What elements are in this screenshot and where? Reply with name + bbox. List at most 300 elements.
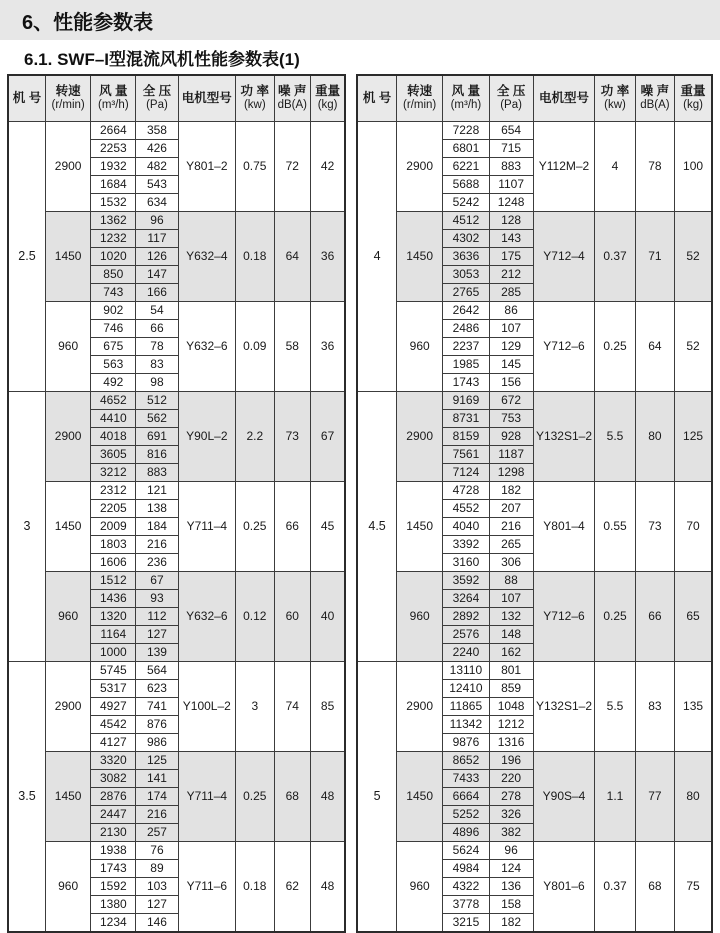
airflow-cell: 492 bbox=[91, 373, 136, 391]
airflow-cell: 3215 bbox=[443, 913, 489, 932]
speed-cell: 2900 bbox=[46, 121, 91, 211]
column-header: 机 号 bbox=[357, 75, 396, 121]
speed-cell: 960 bbox=[46, 301, 91, 391]
model-cell: 4.5 bbox=[357, 391, 396, 661]
power-cell: 3 bbox=[236, 661, 274, 751]
pressure-cell: 691 bbox=[136, 427, 178, 445]
pressure-cell: 146 bbox=[136, 913, 178, 932]
performance-table-right bbox=[356, 74, 713, 933]
noise-cell: 60 bbox=[274, 571, 311, 661]
pressure-cell: 88 bbox=[489, 571, 533, 589]
airflow-cell: 1592 bbox=[91, 877, 136, 895]
table-row bbox=[8, 751, 345, 769]
airflow-cell: 1020 bbox=[91, 247, 136, 265]
airflow-cell: 4652 bbox=[91, 391, 136, 409]
airflow-cell: 3392 bbox=[443, 535, 489, 553]
pressure-cell: 139 bbox=[136, 643, 178, 661]
pressure-cell: 426 bbox=[136, 139, 178, 157]
pressure-cell: 129 bbox=[489, 337, 533, 355]
airflow-cell: 1436 bbox=[91, 589, 136, 607]
noise-cell: 78 bbox=[635, 121, 674, 211]
noise-cell: 72 bbox=[274, 121, 311, 211]
pressure-cell: 623 bbox=[136, 679, 178, 697]
airflow-cell: 6221 bbox=[443, 157, 489, 175]
model-cell: 2.5 bbox=[8, 121, 46, 391]
airflow-cell: 1000 bbox=[91, 643, 136, 661]
model-cell: 5 bbox=[357, 661, 396, 932]
pressure-cell: 212 bbox=[489, 265, 533, 283]
pressure-cell: 543 bbox=[136, 175, 178, 193]
noise-cell: 68 bbox=[274, 751, 311, 841]
pressure-cell: 564 bbox=[136, 661, 178, 679]
pressure-cell: 928 bbox=[489, 427, 533, 445]
column-header: 电机型号 bbox=[178, 75, 236, 121]
table-row bbox=[8, 121, 345, 139]
table-row bbox=[357, 751, 712, 769]
airflow-cell: 746 bbox=[91, 319, 136, 337]
pressure-cell: 54 bbox=[136, 301, 178, 319]
speed-cell: 2900 bbox=[397, 391, 443, 481]
motor-cell: Y801–6 bbox=[533, 841, 595, 932]
pressure-cell: 278 bbox=[489, 787, 533, 805]
pressure-cell: 512 bbox=[136, 391, 178, 409]
airflow-cell: 1362 bbox=[91, 211, 136, 229]
column-header: 风 量 (m³/h) bbox=[91, 75, 136, 121]
pressure-cell: 76 bbox=[136, 841, 178, 859]
pressure-cell: 715 bbox=[489, 139, 533, 157]
airflow-cell: 2876 bbox=[91, 787, 136, 805]
airflow-cell: 11342 bbox=[443, 715, 489, 733]
speed-cell: 1450 bbox=[397, 211, 443, 301]
weight-cell: 45 bbox=[311, 481, 346, 571]
motor-cell: Y712–4 bbox=[533, 211, 595, 301]
weight-cell: 48 bbox=[311, 841, 346, 932]
weight-cell: 36 bbox=[311, 301, 346, 391]
airflow-cell: 1380 bbox=[91, 895, 136, 913]
table-row bbox=[8, 391, 345, 409]
airflow-cell: 6801 bbox=[443, 139, 489, 157]
pressure-cell: 103 bbox=[136, 877, 178, 895]
speed-cell: 2900 bbox=[397, 121, 443, 211]
airflow-cell: 4542 bbox=[91, 715, 136, 733]
airflow-cell: 5252 bbox=[443, 805, 489, 823]
noise-cell: 66 bbox=[635, 571, 674, 661]
pressure-cell: 285 bbox=[489, 283, 533, 301]
noise-cell: 80 bbox=[635, 391, 674, 481]
motor-cell: Y632–6 bbox=[178, 571, 236, 661]
airflow-cell: 4728 bbox=[443, 481, 489, 499]
airflow-cell: 2312 bbox=[91, 481, 136, 499]
airflow-cell: 1743 bbox=[443, 373, 489, 391]
motor-cell: Y711–4 bbox=[178, 481, 236, 571]
column-header: 机 号 bbox=[8, 75, 46, 121]
performance-table-left bbox=[7, 74, 346, 933]
column-header: 重量 (kg) bbox=[311, 75, 346, 121]
airflow-cell: 4512 bbox=[443, 211, 489, 229]
airflow-cell: 563 bbox=[91, 355, 136, 373]
pressure-cell: 147 bbox=[136, 265, 178, 283]
airflow-cell: 4018 bbox=[91, 427, 136, 445]
pressure-cell: 816 bbox=[136, 445, 178, 463]
pressure-cell: 216 bbox=[489, 517, 533, 535]
airflow-cell: 11865 bbox=[443, 697, 489, 715]
pressure-cell: 654 bbox=[489, 121, 533, 139]
table-row bbox=[357, 481, 712, 499]
table-row bbox=[357, 571, 712, 589]
airflow-cell: 8731 bbox=[443, 409, 489, 427]
power-cell: 5.5 bbox=[595, 661, 635, 751]
pressure-cell: 382 bbox=[489, 823, 533, 841]
pressure-cell: 98 bbox=[136, 373, 178, 391]
weight-cell: 75 bbox=[675, 841, 712, 932]
airflow-cell: 3636 bbox=[443, 247, 489, 265]
model-cell: 4 bbox=[357, 121, 396, 391]
power-cell: 0.09 bbox=[236, 301, 274, 391]
pressure-cell: 93 bbox=[136, 589, 178, 607]
noise-cell: 74 bbox=[274, 661, 311, 751]
airflow-cell: 4896 bbox=[443, 823, 489, 841]
airflow-cell: 2009 bbox=[91, 517, 136, 535]
pressure-cell: 182 bbox=[489, 913, 533, 932]
power-cell: 2.2 bbox=[236, 391, 274, 481]
noise-cell: 73 bbox=[635, 481, 674, 571]
airflow-cell: 2237 bbox=[443, 337, 489, 355]
weight-cell: 52 bbox=[675, 301, 712, 391]
weight-cell: 125 bbox=[675, 391, 712, 481]
power-cell: 0.25 bbox=[595, 301, 635, 391]
pressure-cell: 306 bbox=[489, 553, 533, 571]
airflow-cell: 3212 bbox=[91, 463, 136, 481]
airflow-cell: 3082 bbox=[91, 769, 136, 787]
airflow-cell: 4322 bbox=[443, 877, 489, 895]
pressure-cell: 741 bbox=[136, 697, 178, 715]
noise-cell: 58 bbox=[274, 301, 311, 391]
airflow-cell: 1938 bbox=[91, 841, 136, 859]
weight-cell: 67 bbox=[311, 391, 346, 481]
pressure-cell: 326 bbox=[489, 805, 533, 823]
power-cell: 0.18 bbox=[236, 211, 274, 301]
column-header: 全 压 (Pa) bbox=[136, 75, 178, 121]
pressure-cell: 182 bbox=[489, 481, 533, 499]
power-cell: 0.37 bbox=[595, 211, 635, 301]
column-header: 噪 声 dB(A) bbox=[274, 75, 311, 121]
motor-cell: Y711–6 bbox=[178, 841, 236, 932]
table-row bbox=[8, 211, 345, 229]
pressure-cell: 121 bbox=[136, 481, 178, 499]
power-cell: 0.25 bbox=[595, 571, 635, 661]
speed-cell: 960 bbox=[46, 571, 91, 661]
table-subtitle: 6.1. SWF–I型混流风机性能参数表(1) bbox=[24, 50, 300, 69]
motor-cell: Y112M–2 bbox=[533, 121, 595, 211]
airflow-cell: 7561 bbox=[443, 445, 489, 463]
pressure-cell: 175 bbox=[489, 247, 533, 265]
column-header: 功 率 (kw) bbox=[236, 75, 274, 121]
model-cell: 3 bbox=[8, 391, 46, 661]
pressure-cell: 127 bbox=[136, 625, 178, 643]
pressure-cell: 562 bbox=[136, 409, 178, 427]
airflow-cell: 2447 bbox=[91, 805, 136, 823]
weight-cell: 70 bbox=[675, 481, 712, 571]
pressure-cell: 1187 bbox=[489, 445, 533, 463]
airflow-cell: 4127 bbox=[91, 733, 136, 751]
power-cell: 0.25 bbox=[236, 481, 274, 571]
airflow-cell: 1234 bbox=[91, 913, 136, 932]
pressure-cell: 107 bbox=[489, 589, 533, 607]
motor-cell: Y801–2 bbox=[178, 121, 236, 211]
pressure-cell: 358 bbox=[136, 121, 178, 139]
motor-cell: Y132S1–2 bbox=[533, 661, 595, 751]
airflow-cell: 2130 bbox=[91, 823, 136, 841]
speed-cell: 960 bbox=[397, 571, 443, 661]
airflow-cell: 2486 bbox=[443, 319, 489, 337]
pressure-cell: 753 bbox=[489, 409, 533, 427]
airflow-cell: 1684 bbox=[91, 175, 136, 193]
table-row bbox=[357, 301, 712, 319]
airflow-cell: 2576 bbox=[443, 625, 489, 643]
motor-cell: Y632–4 bbox=[178, 211, 236, 301]
pressure-cell: 883 bbox=[489, 157, 533, 175]
motor-cell: Y90S–4 bbox=[533, 751, 595, 841]
pressure-cell: 67 bbox=[136, 571, 178, 589]
pressure-cell: 220 bbox=[489, 769, 533, 787]
pressure-cell: 1107 bbox=[489, 175, 533, 193]
speed-cell: 960 bbox=[397, 301, 443, 391]
pressure-cell: 145 bbox=[489, 355, 533, 373]
speed-cell: 1450 bbox=[46, 481, 91, 571]
pressure-cell: 86 bbox=[489, 301, 533, 319]
airflow-cell: 13110 bbox=[443, 661, 489, 679]
motor-cell: Y632–6 bbox=[178, 301, 236, 391]
column-header: 重量 (kg) bbox=[675, 75, 712, 121]
airflow-cell: 7124 bbox=[443, 463, 489, 481]
table-row bbox=[8, 841, 345, 859]
pressure-cell: 236 bbox=[136, 553, 178, 571]
speed-cell: 1450 bbox=[46, 211, 91, 301]
pressure-cell: 156 bbox=[489, 373, 533, 391]
column-header: 转速 (r/min) bbox=[46, 75, 91, 121]
pressure-cell: 1316 bbox=[489, 733, 533, 751]
airflow-cell: 5624 bbox=[443, 841, 489, 859]
airflow-cell: 3320 bbox=[91, 751, 136, 769]
motor-cell: Y801–4 bbox=[533, 481, 595, 571]
table-row bbox=[357, 391, 712, 409]
table-row bbox=[357, 211, 712, 229]
motor-cell: Y100L–2 bbox=[178, 661, 236, 751]
power-cell: 0.18 bbox=[236, 841, 274, 932]
airflow-cell: 1803 bbox=[91, 535, 136, 553]
pressure-cell: 482 bbox=[136, 157, 178, 175]
pressure-cell: 124 bbox=[489, 859, 533, 877]
airflow-cell: 1320 bbox=[91, 607, 136, 625]
airflow-cell: 9169 bbox=[443, 391, 489, 409]
pressure-cell: 207 bbox=[489, 499, 533, 517]
table-row bbox=[357, 121, 712, 139]
column-header: 功 率 (kw) bbox=[595, 75, 635, 121]
pressure-cell: 634 bbox=[136, 193, 178, 211]
pressure-cell: 138 bbox=[136, 499, 178, 517]
pressure-cell: 986 bbox=[136, 733, 178, 751]
airflow-cell: 3778 bbox=[443, 895, 489, 913]
weight-cell: 100 bbox=[675, 121, 712, 211]
motor-cell: Y132S1–2 bbox=[533, 391, 595, 481]
power-cell: 0.12 bbox=[236, 571, 274, 661]
speed-cell: 1450 bbox=[397, 751, 443, 841]
power-cell: 4 bbox=[595, 121, 635, 211]
airflow-cell: 3160 bbox=[443, 553, 489, 571]
motor-cell: Y712–6 bbox=[533, 571, 595, 661]
airflow-cell: 743 bbox=[91, 283, 136, 301]
airflow-cell: 5317 bbox=[91, 679, 136, 697]
weight-cell: 36 bbox=[311, 211, 346, 301]
pressure-cell: 66 bbox=[136, 319, 178, 337]
pressure-cell: 89 bbox=[136, 859, 178, 877]
motor-cell: Y90L–2 bbox=[178, 391, 236, 481]
airflow-cell: 1743 bbox=[91, 859, 136, 877]
pressure-cell: 83 bbox=[136, 355, 178, 373]
pressure-cell: 166 bbox=[136, 283, 178, 301]
airflow-cell: 5688 bbox=[443, 175, 489, 193]
pressure-cell: 883 bbox=[136, 463, 178, 481]
motor-cell: Y712–6 bbox=[533, 301, 595, 391]
weight-cell: 42 bbox=[311, 121, 346, 211]
pressure-cell: 174 bbox=[136, 787, 178, 805]
airflow-cell: 1932 bbox=[91, 157, 136, 175]
noise-cell: 68 bbox=[635, 841, 674, 932]
noise-cell: 66 bbox=[274, 481, 311, 571]
airflow-cell: 4040 bbox=[443, 517, 489, 535]
pressure-cell: 132 bbox=[489, 607, 533, 625]
pressure-cell: 148 bbox=[489, 625, 533, 643]
table-row bbox=[8, 661, 345, 679]
pressure-cell: 117 bbox=[136, 229, 178, 247]
airflow-cell: 1512 bbox=[91, 571, 136, 589]
noise-cell: 73 bbox=[274, 391, 311, 481]
airflow-cell: 2892 bbox=[443, 607, 489, 625]
model-cell: 3.5 bbox=[8, 661, 46, 932]
airflow-cell: 1985 bbox=[443, 355, 489, 373]
pressure-cell: 859 bbox=[489, 679, 533, 697]
power-cell: 0.55 bbox=[595, 481, 635, 571]
power-cell: 1.1 bbox=[595, 751, 635, 841]
pressure-cell: 216 bbox=[136, 535, 178, 553]
airflow-cell: 2253 bbox=[91, 139, 136, 157]
pressure-cell: 1212 bbox=[489, 715, 533, 733]
table-row bbox=[8, 481, 345, 499]
airflow-cell: 5745 bbox=[91, 661, 136, 679]
airflow-cell: 902 bbox=[91, 301, 136, 319]
pressure-cell: 78 bbox=[136, 337, 178, 355]
table-row bbox=[357, 841, 712, 859]
pressure-cell: 143 bbox=[489, 229, 533, 247]
table-row bbox=[8, 571, 345, 589]
airflow-cell: 4984 bbox=[443, 859, 489, 877]
weight-cell: 65 bbox=[675, 571, 712, 661]
pressure-cell: 184 bbox=[136, 517, 178, 535]
column-header: 转速 (r/min) bbox=[397, 75, 443, 121]
pressure-cell: 158 bbox=[489, 895, 533, 913]
pressure-cell: 128 bbox=[489, 211, 533, 229]
airflow-cell: 4302 bbox=[443, 229, 489, 247]
airflow-cell: 1164 bbox=[91, 625, 136, 643]
airflow-cell: 675 bbox=[91, 337, 136, 355]
pressure-cell: 141 bbox=[136, 769, 178, 787]
airflow-cell: 1532 bbox=[91, 193, 136, 211]
pressure-cell: 162 bbox=[489, 643, 533, 661]
pressure-cell: 216 bbox=[136, 805, 178, 823]
weight-cell: 85 bbox=[311, 661, 346, 751]
airflow-cell: 2664 bbox=[91, 121, 136, 139]
airflow-cell: 7228 bbox=[443, 121, 489, 139]
power-cell: 0.37 bbox=[595, 841, 635, 932]
airflow-cell: 4552 bbox=[443, 499, 489, 517]
airflow-cell: 8159 bbox=[443, 427, 489, 445]
noise-cell: 64 bbox=[274, 211, 311, 301]
airflow-cell: 3592 bbox=[443, 571, 489, 589]
airflow-cell: 850 bbox=[91, 265, 136, 283]
power-cell: 5.5 bbox=[595, 391, 635, 481]
pressure-cell: 265 bbox=[489, 535, 533, 553]
pressure-cell: 107 bbox=[489, 319, 533, 337]
speed-cell: 2900 bbox=[397, 661, 443, 751]
speed-cell: 1450 bbox=[397, 481, 443, 571]
pressure-cell: 1298 bbox=[489, 463, 533, 481]
power-cell: 0.75 bbox=[236, 121, 274, 211]
section-title: 6、性能参数表 bbox=[22, 11, 154, 34]
airflow-cell: 4927 bbox=[91, 697, 136, 715]
pressure-cell: 96 bbox=[489, 841, 533, 859]
airflow-cell: 2240 bbox=[443, 643, 489, 661]
airflow-cell: 3264 bbox=[443, 589, 489, 607]
power-cell: 0.25 bbox=[236, 751, 274, 841]
airflow-cell: 9876 bbox=[443, 733, 489, 751]
section-title-bar bbox=[0, 0, 720, 40]
speed-cell: 2900 bbox=[46, 661, 91, 751]
pressure-cell: 112 bbox=[136, 607, 178, 625]
column-header: 全 压 (Pa) bbox=[489, 75, 533, 121]
weight-cell: 52 bbox=[675, 211, 712, 301]
airflow-cell: 2205 bbox=[91, 499, 136, 517]
noise-cell: 71 bbox=[635, 211, 674, 301]
motor-cell: Y711–4 bbox=[178, 751, 236, 841]
column-header: 风 量 (m³/h) bbox=[443, 75, 489, 121]
airflow-cell: 5242 bbox=[443, 193, 489, 211]
weight-cell: 40 bbox=[311, 571, 346, 661]
column-header: 噪 声 dB(A) bbox=[635, 75, 674, 121]
pressure-cell: 136 bbox=[489, 877, 533, 895]
airflow-cell: 4410 bbox=[91, 409, 136, 427]
pressure-cell: 257 bbox=[136, 823, 178, 841]
airflow-cell: 3053 bbox=[443, 265, 489, 283]
pressure-cell: 127 bbox=[136, 895, 178, 913]
airflow-cell: 1606 bbox=[91, 553, 136, 571]
airflow-cell: 8652 bbox=[443, 751, 489, 769]
airflow-cell: 7433 bbox=[443, 769, 489, 787]
weight-cell: 80 bbox=[675, 751, 712, 841]
pressure-cell: 876 bbox=[136, 715, 178, 733]
speed-cell: 960 bbox=[46, 841, 91, 932]
pressure-cell: 801 bbox=[489, 661, 533, 679]
table-row bbox=[357, 661, 712, 679]
weight-cell: 48 bbox=[311, 751, 346, 841]
speed-cell: 2900 bbox=[46, 391, 91, 481]
table-row bbox=[8, 301, 345, 319]
speed-cell: 960 bbox=[397, 841, 443, 932]
weight-cell: 135 bbox=[675, 661, 712, 751]
airflow-cell: 2642 bbox=[443, 301, 489, 319]
noise-cell: 62 bbox=[274, 841, 311, 932]
pressure-cell: 672 bbox=[489, 391, 533, 409]
airflow-cell: 1232 bbox=[91, 229, 136, 247]
